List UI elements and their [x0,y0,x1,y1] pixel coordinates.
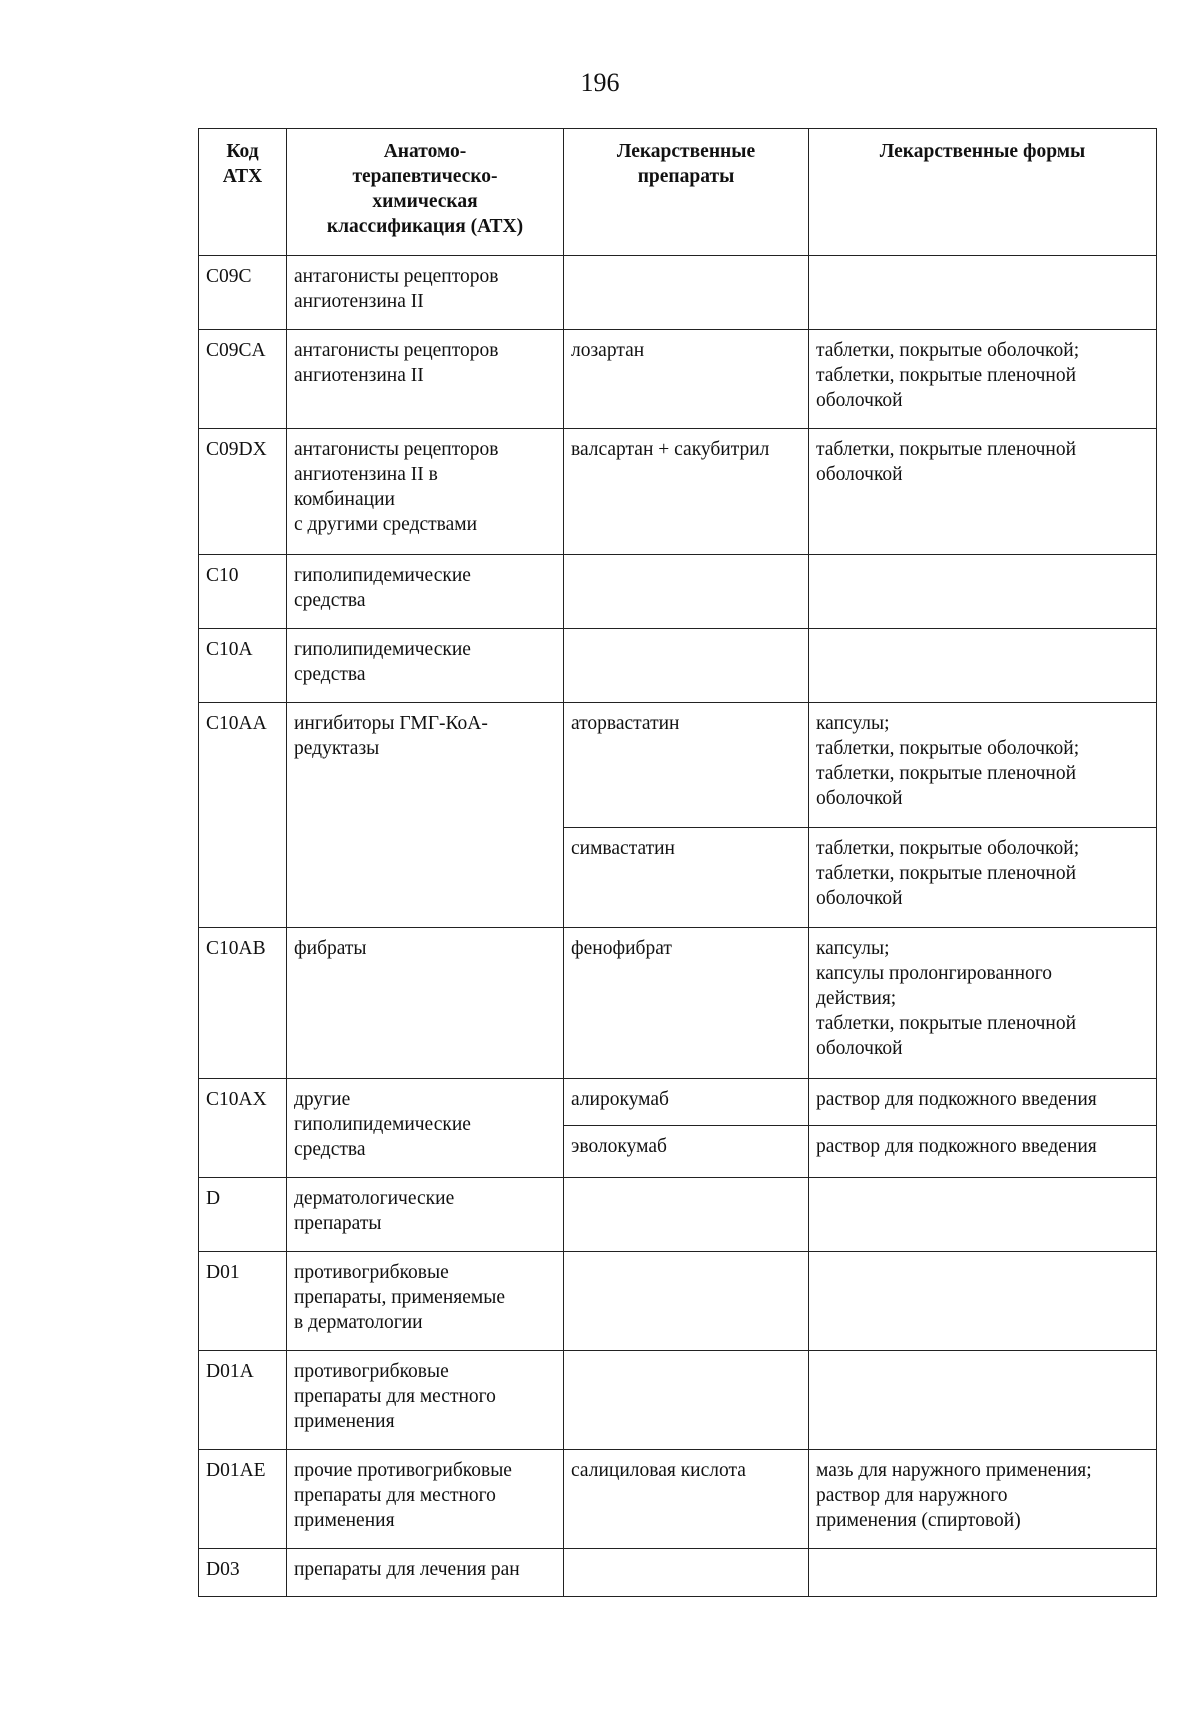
atx-code-cell: C10AX [199,1079,287,1178]
classification-cell: антагонисты рецепторов ангиотензина II [287,256,564,330]
drug-cell [564,1178,809,1252]
atx-code-cell: D01 [199,1252,287,1351]
table-row [199,1351,1157,1450]
drug-cell: эволокумаб [564,1126,809,1178]
drug-cell: аторвастатин [564,703,809,828]
classification-cell: другие гиполипидемические средства [287,1079,564,1178]
atx-code-cell: C10AB [199,928,287,1079]
table-row [199,928,1157,1079]
page-number: 196 [580,68,620,97]
table-header-row [199,129,1157,256]
header-code: Код АТХ [199,129,287,256]
table-row [199,703,1157,828]
forms-cell: таблетки, покрытые оболочкой; таблетки, покрытые пленочной оболочкой [809,330,1157,429]
atx-code-cell: D03 [199,1549,287,1597]
drug-cell [564,555,809,629]
forms-cell [809,1549,1157,1597]
table-row [199,1549,1157,1597]
classification-cell: антагонисты рецепторов ангиотензина II [287,330,564,429]
forms-cell: таблетки, покрытые пленочной оболочкой [809,429,1157,555]
classification-cell: фибраты [287,928,564,1079]
atx-code-cell: C09C [199,256,287,330]
drug-cell: фенофибрат [564,928,809,1079]
forms-cell: капсулы; капсулы пролонгированного действия; таблетки, покрытые пленочной оболочкой [809,928,1157,1079]
table-row [199,1450,1157,1549]
table-row [199,429,1157,555]
drug-cell: салициловая кислота [564,1450,809,1549]
atx-code-cell: C10A [199,629,287,703]
table-row [199,1178,1157,1252]
atx-code-cell: D01A [199,1351,287,1450]
header-drugs: Лекарственные препараты [564,129,809,256]
table-row [199,330,1157,429]
forms-cell: капсулы; таблетки, покрытые оболочкой; таблетки, покрытые пленочной оболочкой [809,703,1157,828]
drug-cell: алирокумаб [564,1079,809,1126]
forms-cell [809,629,1157,703]
atx-code-cell: D [199,1178,287,1252]
drug-cell [564,1252,809,1351]
classification-cell: гиполипидемические средства [287,555,564,629]
drug-cell [564,256,809,330]
forms-cell [809,1252,1157,1351]
atx-code-cell: C10AA [199,703,287,928]
table-row [199,1079,1157,1126]
table-row [199,629,1157,703]
drug-cell [564,629,809,703]
forms-cell [809,256,1157,330]
atx-code-cell: C09DX [199,429,287,555]
classification-cell: антагонисты рецепторов ангиотензина II в комбинации с другими средствами [287,429,564,555]
classification-cell: гиполипидемические средства [287,629,564,703]
classification-cell: дерматологические препараты [287,1178,564,1252]
forms-cell: мазь для наружного применения; раствор для наружного применения (спиртовой) [809,1450,1157,1549]
drug-cell [564,1351,809,1450]
drug-cell: лозартан [564,330,809,429]
atx-code-cell: D01AE [199,1450,287,1549]
classification-cell: противогрибковые препараты, применяемые в дерматологии [287,1252,564,1351]
drug-cell [564,1549,809,1597]
atx-code-cell: C10 [199,555,287,629]
classification-cell: препараты для лечения ран [287,1549,564,1597]
atx-table [198,128,1157,1597]
forms-cell [809,555,1157,629]
classification-cell: прочие противогрибковые препараты для местного применения [287,1450,564,1549]
forms-cell: раствор для подкожного введения [809,1126,1157,1178]
drug-cell: валсартан + сакубитрил [564,429,809,555]
table-row [199,256,1157,330]
forms-cell: таблетки, покрытые оболочкой; таблетки, покрытые пленочной оболочкой [809,828,1157,928]
forms-cell [809,1351,1157,1450]
atx-code-cell: C09CA [199,330,287,429]
drug-cell: симвастатин [564,828,809,928]
classification-cell: противогрибковые препараты для местного применения [287,1351,564,1450]
header-forms: Лекарственные формы [809,129,1157,256]
header-classification: Анатомо- терапевтическо- химическая классификация (АТХ) [287,129,564,256]
table-row [199,1252,1157,1351]
table-row [199,555,1157,629]
forms-cell [809,1178,1157,1252]
classification-cell: ингибиторы ГМГ-КоА- редуктазы [287,703,564,928]
forms-cell: раствор для подкожного введения [809,1079,1157,1126]
